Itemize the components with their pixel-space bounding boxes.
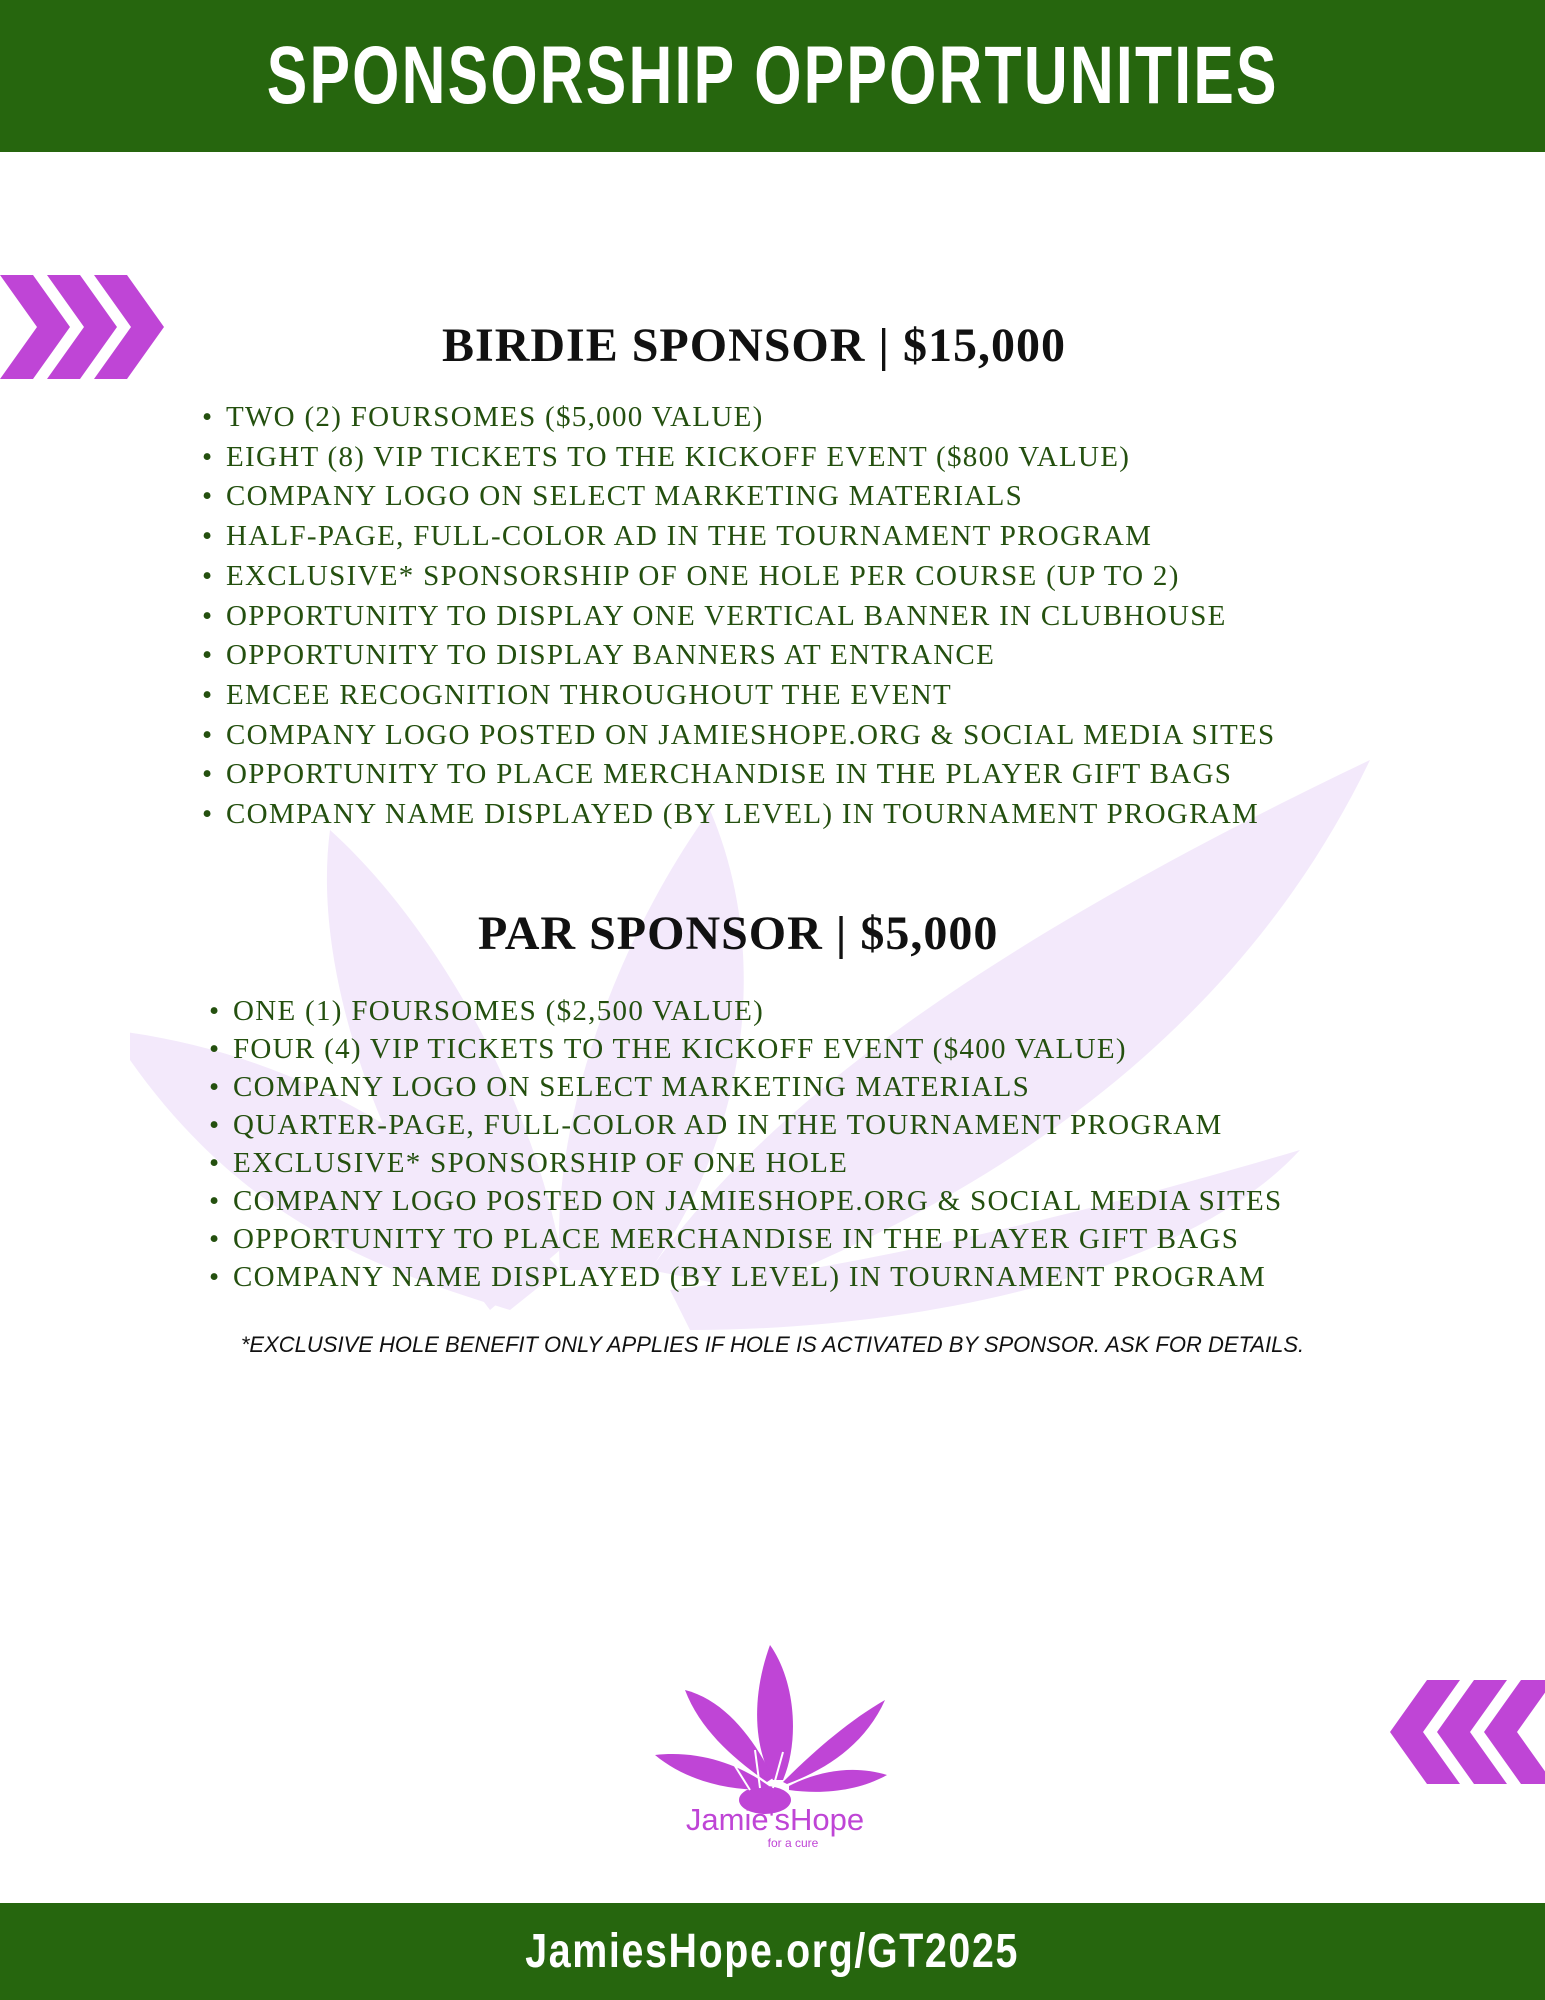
birdie-benefits-list (202, 398, 1275, 835)
list-item: • COMPANY LOGO POSTED ON JAMIESHOPE.ORG & SOCIAL MEDIA SITES (202, 716, 1275, 756)
par-benefits-list (209, 992, 1282, 1296)
list-item: • OPPORTUNITY TO PLACE MERCHANDISE IN THE PLAYER GIFT BAGS (209, 1220, 1282, 1258)
page-footer (0, 1903, 1545, 2000)
birdie-sponsor-title: BIRDIE SPONSOR | $15,000 (442, 319, 1066, 372)
list-item: • QUARTER-PAGE, FULL-COLOR AD IN THE TOURNAMENT PROGRAM (209, 1106, 1282, 1144)
exclusive-hole-footnote: *EXCLUSIVE HOLE BENEFIT ONLY APPLIES IF HOLE IS ACTIVATED BY SPONSOR. ASK FOR DETAILS. (240, 1332, 1305, 1357)
list-item: • OPPORTUNITY TO PLACE MERCHANDISE IN THE PLAYER GIFT BAGS (202, 755, 1275, 795)
footer-url[interactable]: JamiesHope.org/GT2025 (525, 1925, 1020, 1978)
list-item: • EIGHT (8) VIP TICKETS TO THE KICKOFF EVENT ($800 VALUE) (202, 438, 1275, 478)
list-item: • COMPANY NAME DISPLAYED (BY LEVEL) IN TOURNAMENT PROGRAM (202, 795, 1275, 835)
list-item: • OPPORTUNITY TO DISPLAY ONE VERTICAL BANNER IN CLUBHOUSE (202, 597, 1275, 637)
list-item: • HALF-PAGE, FULL-COLOR AD IN THE TOURNAMENT PROGRAM (202, 517, 1275, 557)
list-item: • FOUR (4) VIP TICKETS TO THE KICKOFF EVENT ($400 VALUE) (209, 1030, 1282, 1068)
list-item: • COMPANY LOGO ON SELECT MARKETING MATERIALS (209, 1068, 1282, 1106)
list-item: • TWO (2) FOURSOMES ($5,000 VALUE) (202, 398, 1275, 438)
list-item: • EXCLUSIVE* SPONSORSHIP OF ONE HOLE (209, 1144, 1282, 1182)
logo-wordmark: Jamie'sHope (685, 1802, 865, 1837)
logo-tagline: for a cure (767, 1836, 819, 1850)
chevrons-left-icon (1390, 1680, 1545, 1785)
par-sponsor-title: PAR SPONSOR | $5,000 (478, 907, 999, 960)
list-item: • COMPANY LOGO ON SELECT MARKETING MATERIALS (202, 477, 1275, 517)
page-header (0, 0, 1545, 152)
page-title: SPONSORSHIP OPPORTUNITIES (266, 30, 1279, 121)
list-item: • COMPANY NAME DISPLAYED (BY LEVEL) IN TOURNAMENT PROGRAM (209, 1258, 1282, 1296)
list-item: • ONE (1) FOURSOMES ($2,500 VALUE) (209, 992, 1282, 1030)
list-item: • EMCEE RECOGNITION THROUGHOUT THE EVENT (202, 676, 1275, 716)
list-item: • EXCLUSIVE* SPONSORSHIP OF ONE HOLE PER COURSE (UP TO 2) (202, 557, 1275, 597)
list-item: • COMPANY LOGO POSTED ON JAMIESHOPE.ORG & SOCIAL MEDIA SITES (209, 1182, 1282, 1220)
chevrons-right-icon (0, 275, 165, 380)
list-item: • OPPORTUNITY TO DISPLAY BANNERS AT ENTRANCE (202, 636, 1275, 676)
jamies-hope-flower-logo (655, 1640, 895, 1850)
